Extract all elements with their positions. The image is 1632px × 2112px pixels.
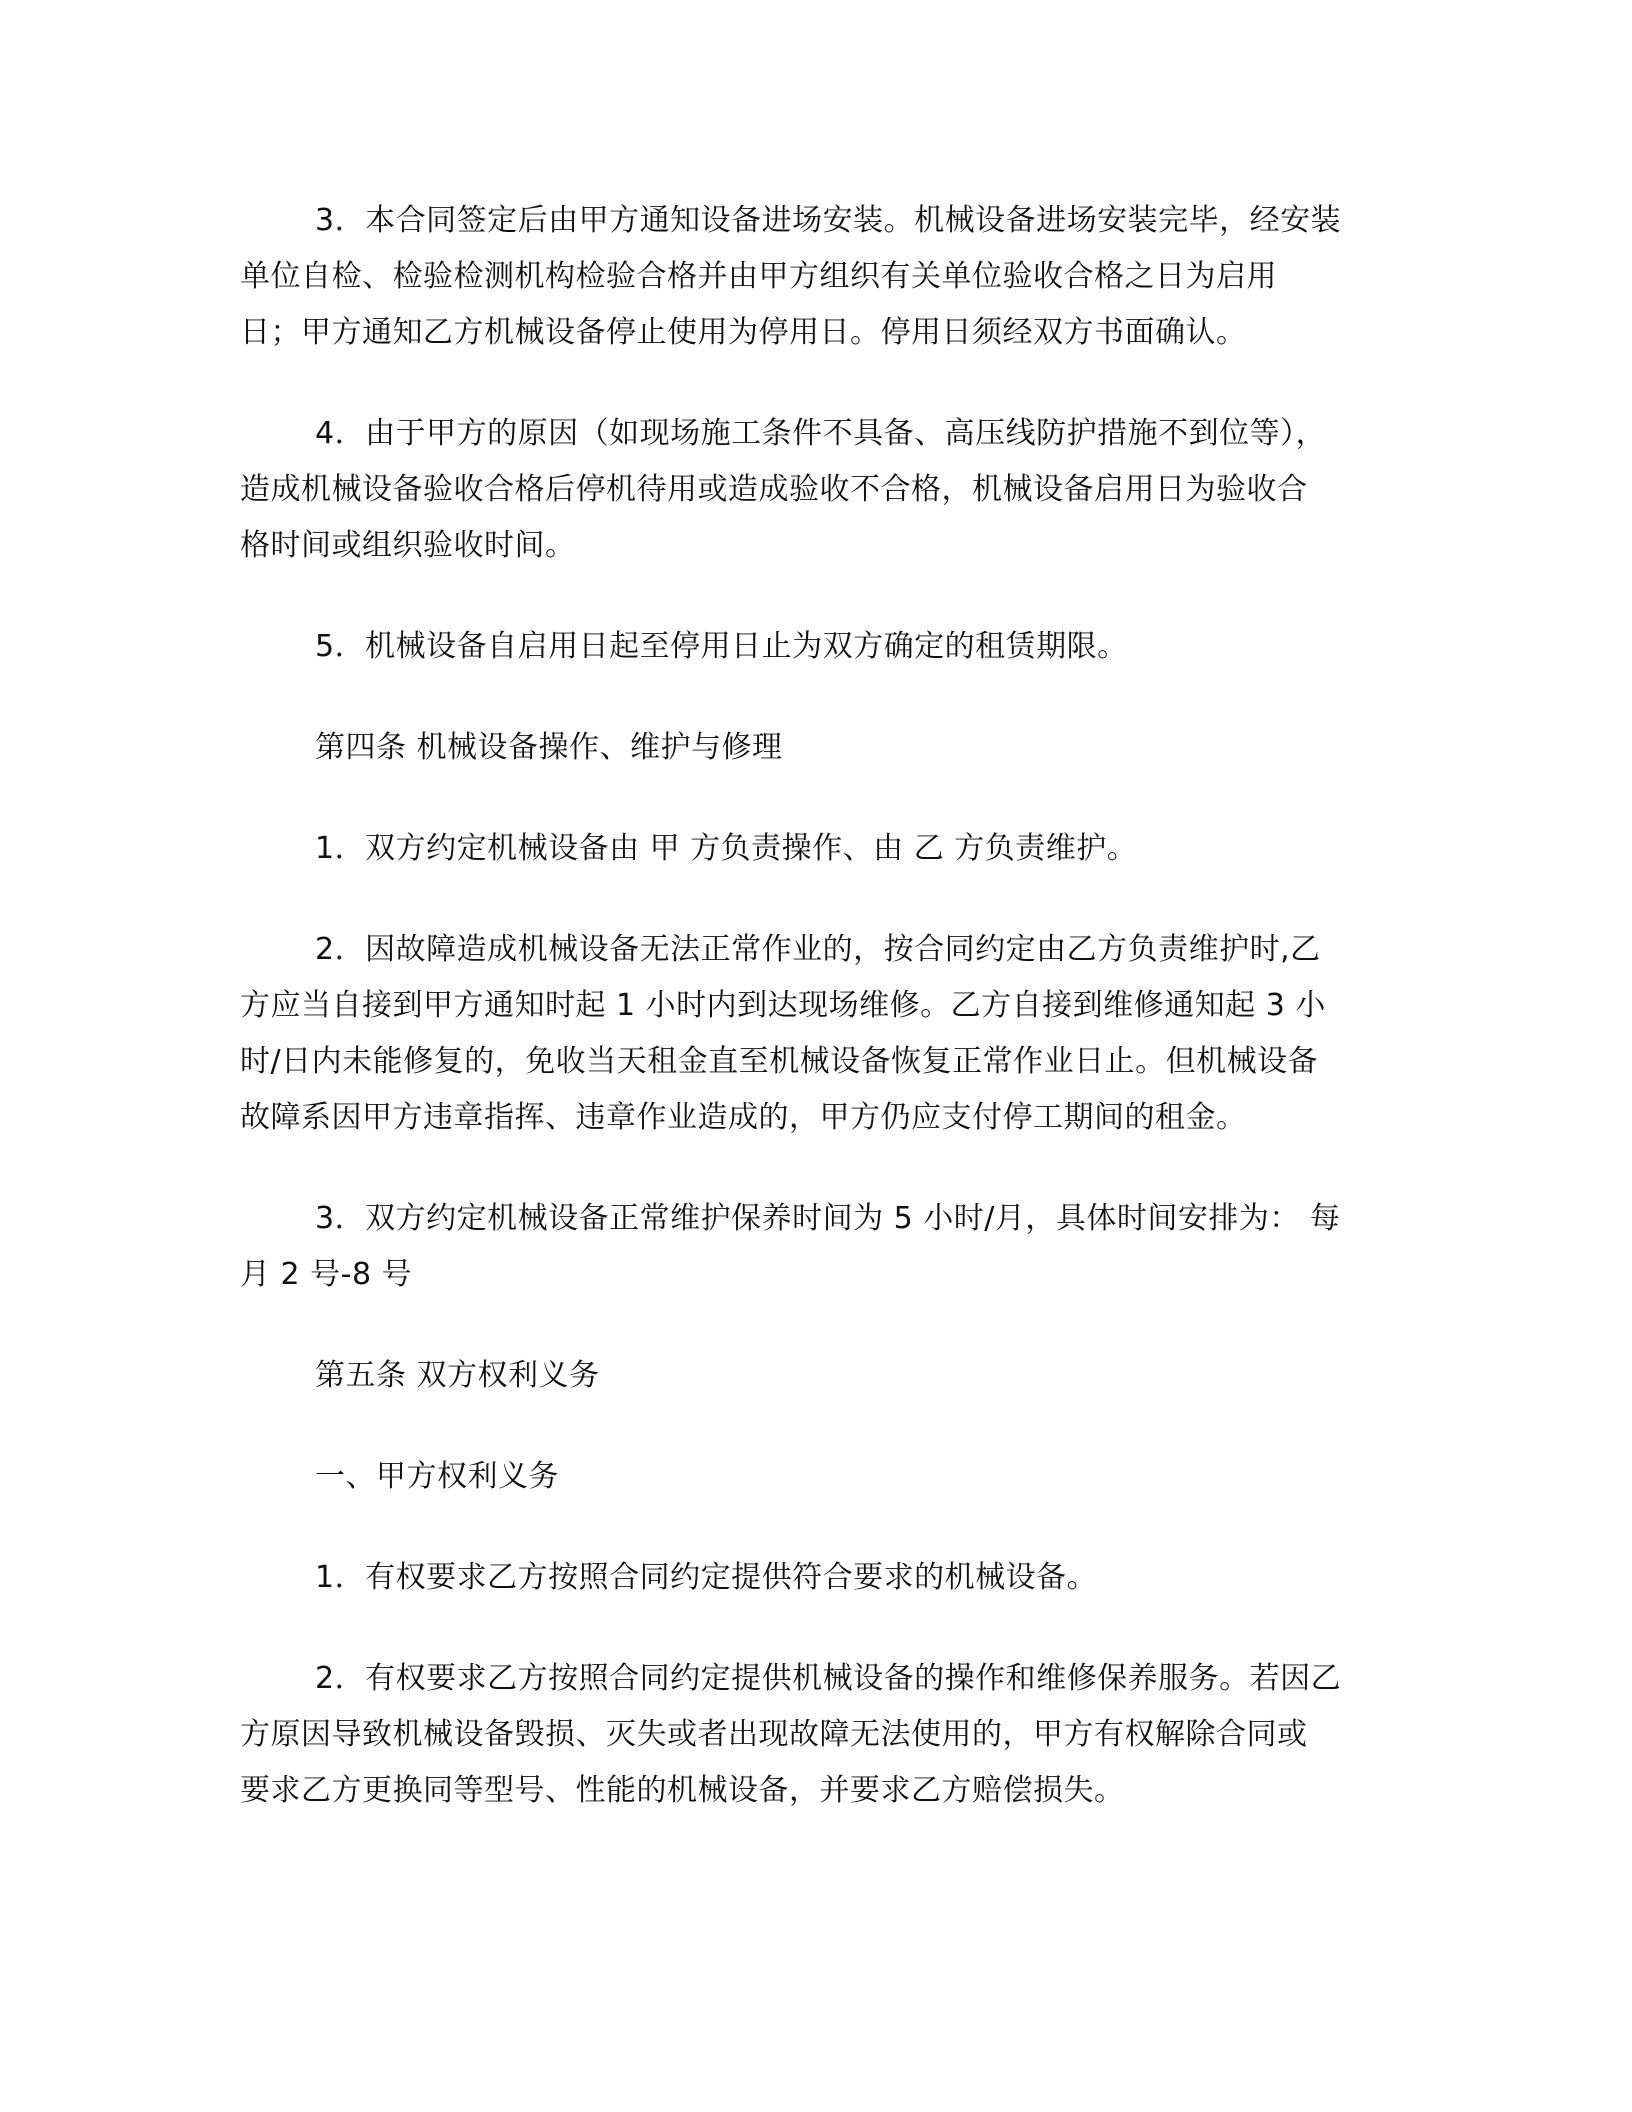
text-line: 故障系因甲方违章指挥、违章作业造成的，甲方仍应支付停工期间的租金。 <box>240 1100 1247 1135</box>
text-line: 月 2 号-8 号 <box>240 1257 413 1292</box>
text-line: 第四条 机械设备操作、维护与修理 <box>315 730 783 765</box>
text-line: 1．双方约定机械设备由 甲 方负责操作、由 乙 方负责维护。 <box>315 831 1138 866</box>
subsection-heading-party-a <box>240 1449 1380 1505</box>
text-line: 时/日内未能修复的，免收当天租金直至机械设备恢复正常作业日止。但机械设备 <box>240 1044 1319 1079</box>
section-heading-article-5 <box>240 1348 1380 1404</box>
text-line: 2．有权要求乙方按照合同约定提供机械设备的操作和维修保养服务。若因乙 <box>315 1661 1342 1696</box>
text-line: 5．机械设备自启用日起至停用日止为双方确定的租赁期限。 <box>315 629 1128 664</box>
paragraph-clause-3-4 <box>240 406 1380 574</box>
text-line: 3．本合同签定后由甲方通知设备进场安装。机械设备进场安装完毕，经安装 <box>315 203 1342 238</box>
text-line: 4．由于甲方的原因（如现场施工条件不具备、高压线防护措施不到位等）， <box>315 416 1327 451</box>
text-line: 格时间或组织验收时间。 <box>240 528 576 563</box>
text-line: 造成机械设备验收合格后停机待用或造成验收不合格，机械设备启用日为验收合 <box>240 472 1308 507</box>
text-line: 2．因故障造成机械设备无法正常作业的，按合同约定由乙方负责维护时,乙 <box>315 932 1321 967</box>
paragraph-party-a-2 <box>240 1651 1380 1819</box>
paragraph-clause-3-3 <box>240 193 1380 361</box>
paragraph-clause-4-2 <box>240 922 1380 1146</box>
text-line: 3．双方约定机械设备正常维护保养时间为 5 小时/月，具体时间安排为： 每 <box>315 1201 1341 1236</box>
text-line: 一、甲方权利义务 <box>315 1459 559 1494</box>
document-body <box>240 193 1380 1864</box>
text-line: 日；甲方通知乙方机械设备停止使用为停用日。停用日须经双方书面确认。 <box>240 315 1247 350</box>
paragraph-party-a-1 <box>240 1550 1380 1606</box>
text-line: 方原因导致机械设备毁损、灭失或者出现故障无法使用的，甲方有权解除合同或 <box>240 1717 1308 1752</box>
text-line: 单位自检、检验检测机构检验合格并由甲方组织有关单位验收合格之日为启用 <box>240 259 1277 294</box>
text-line: 方应当自接到甲方通知时起 1 小时内到达现场维修。乙方自接到维修通知起 3 小 <box>240 988 1326 1023</box>
text-line: 1．有权要求乙方按照合同约定提供符合要求的机械设备。 <box>315 1560 1098 1595</box>
section-heading-article-4 <box>240 720 1380 776</box>
paragraph-clause-4-1 <box>240 821 1380 877</box>
paragraph-clause-4-3 <box>240 1191 1380 1303</box>
paragraph-clause-3-5 <box>240 619 1380 675</box>
text-line: 要求乙方更换同等型号、性能的机械设备，并要求乙方赔偿损失。 <box>240 1773 1125 1808</box>
text-line: 第五条 双方权利义务 <box>315 1358 600 1393</box>
